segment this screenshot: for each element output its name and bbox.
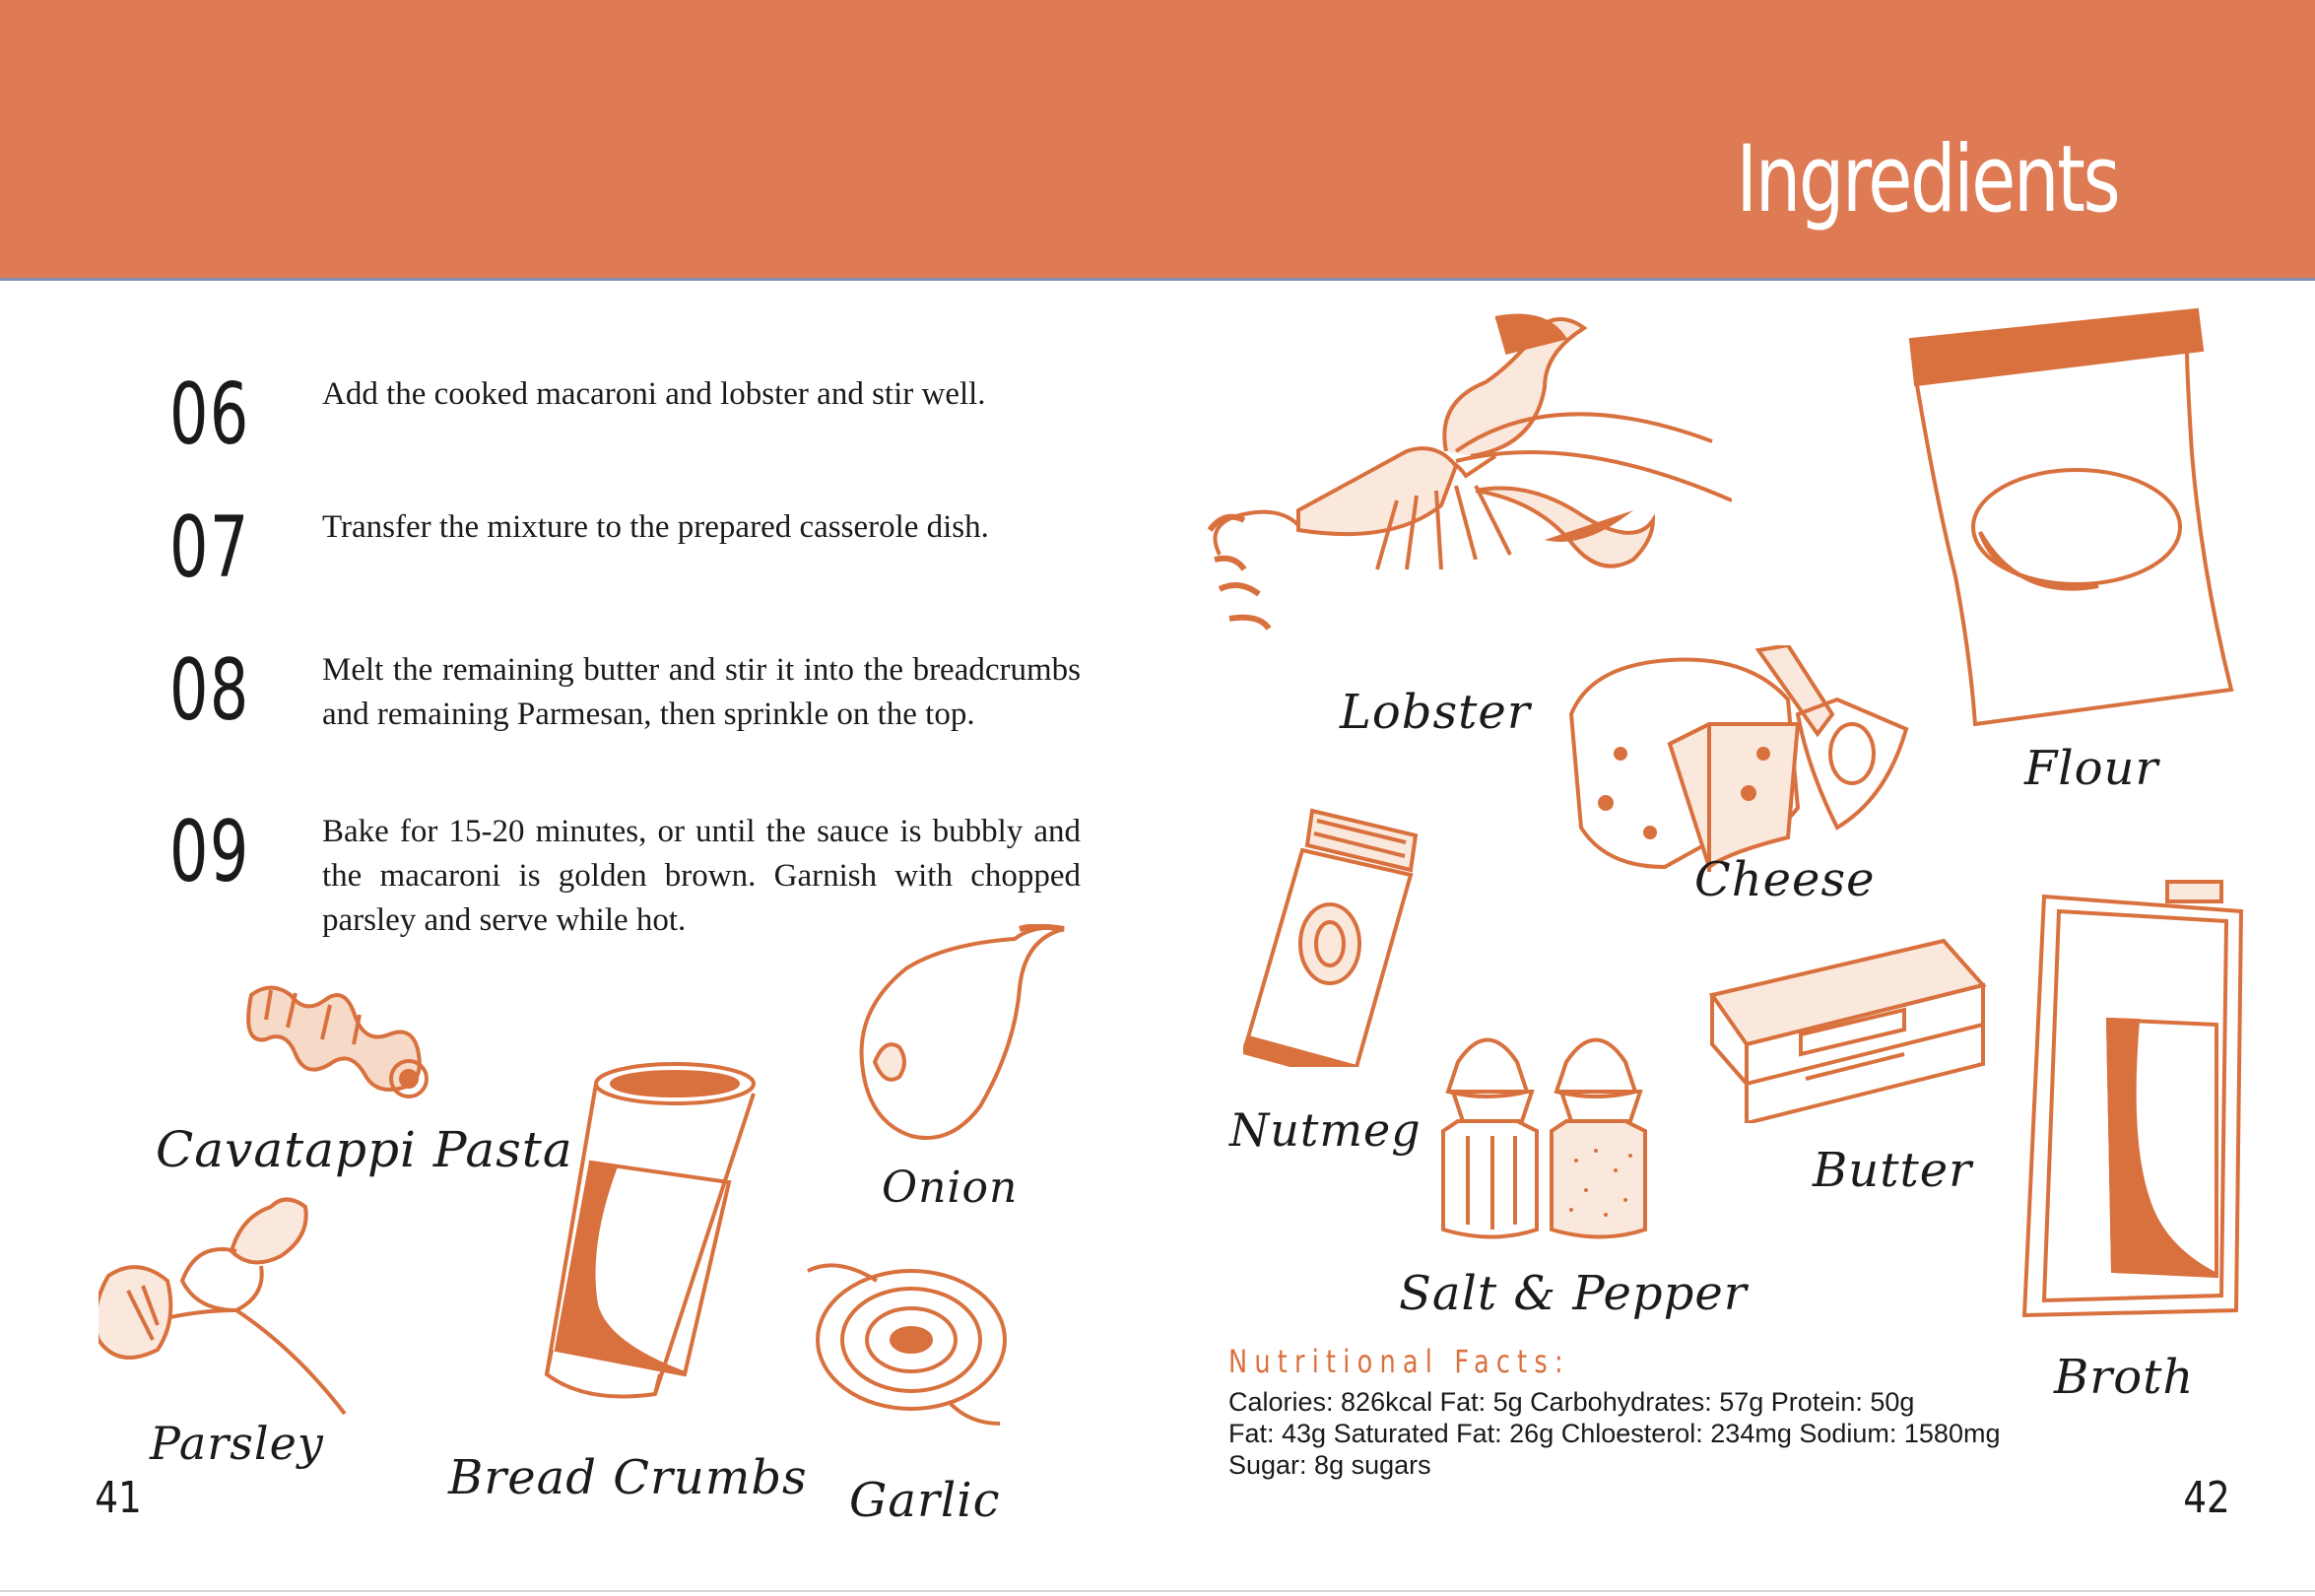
ingredient-label: Cheese bbox=[1694, 852, 1876, 907]
ingredient-label: Lobster bbox=[1340, 685, 1531, 740]
step-number: 09 bbox=[169, 803, 250, 901]
ingredient-label: Flour bbox=[2024, 741, 2159, 796]
garlic-icon bbox=[803, 1256, 1020, 1433]
page-number-right: 42 bbox=[2183, 1473, 2230, 1523]
ingredient-label: Butter bbox=[1813, 1143, 1973, 1198]
salt-pepper-icon bbox=[1438, 1023, 1665, 1239]
bread-crumbs-icon bbox=[527, 1054, 763, 1404]
onion-icon bbox=[857, 924, 1079, 1146]
ingredient-label: Garlic bbox=[849, 1473, 1001, 1528]
cheese-icon bbox=[1561, 645, 1921, 872]
ingredient-label: Cavatappi Pasta bbox=[156, 1121, 573, 1178]
ingredient-label: Salt & Pepper bbox=[1399, 1266, 1748, 1321]
nutrition-line: Sugar: 8g sugars bbox=[1228, 1450, 1431, 1480]
step-text: Transfer the mixture to the prepared casserole dish. bbox=[322, 509, 989, 545]
butter-icon bbox=[1707, 936, 1988, 1123]
bottom-rule bbox=[0, 1590, 2315, 1592]
step-number: 07 bbox=[169, 499, 250, 597]
step-number: 08 bbox=[169, 641, 250, 740]
cavatappi-pasta-icon bbox=[241, 975, 438, 1108]
lobster-icon bbox=[1200, 313, 1732, 658]
ingredient-label: Bread Crumbs bbox=[448, 1450, 808, 1505]
nutmeg-icon bbox=[1243, 806, 1430, 1067]
ingredient-label: Onion bbox=[882, 1163, 1019, 1213]
nutrition-line: Calories: 826kcal Fat: 5g Carbohydrates: 57g Protein: 50g bbox=[1228, 1387, 1915, 1417]
step-number: 06 bbox=[169, 366, 250, 464]
nutrition-line: Fat: 43g Saturated Fat: 26g Chloesterol: 234mg Sodium: 1580mg bbox=[1228, 1419, 2001, 1448]
nutrition-title: Nutritional Facts: bbox=[1228, 1343, 1570, 1380]
step-text: Add the cooked macaroni and lobster and stir well. bbox=[322, 376, 986, 412]
header-band bbox=[0, 0, 2315, 281]
page-number-left: 41 bbox=[95, 1473, 142, 1523]
flour-icon bbox=[1901, 305, 2236, 729]
step-text: Bake for 15-20 minutes, or until the sauce is bubbly and the macaroni is golden brown. Garnish with chopped parsley and serve while hot. bbox=[322, 814, 1081, 938]
page-title: Ingredients bbox=[1736, 126, 2118, 233]
ingredient-label: Parsley bbox=[150, 1417, 324, 1470]
step-text: Melt the remaining butter and stir it into the breadcrumbs and remaining Parmesan, then sprinkle on the top. bbox=[322, 652, 1081, 732]
parsley-icon bbox=[99, 1192, 364, 1419]
broth-icon bbox=[2019, 877, 2246, 1320]
ingredient-label: Nutmeg bbox=[1229, 1103, 1422, 1157]
ingredient-label: Broth bbox=[2054, 1350, 2195, 1405]
